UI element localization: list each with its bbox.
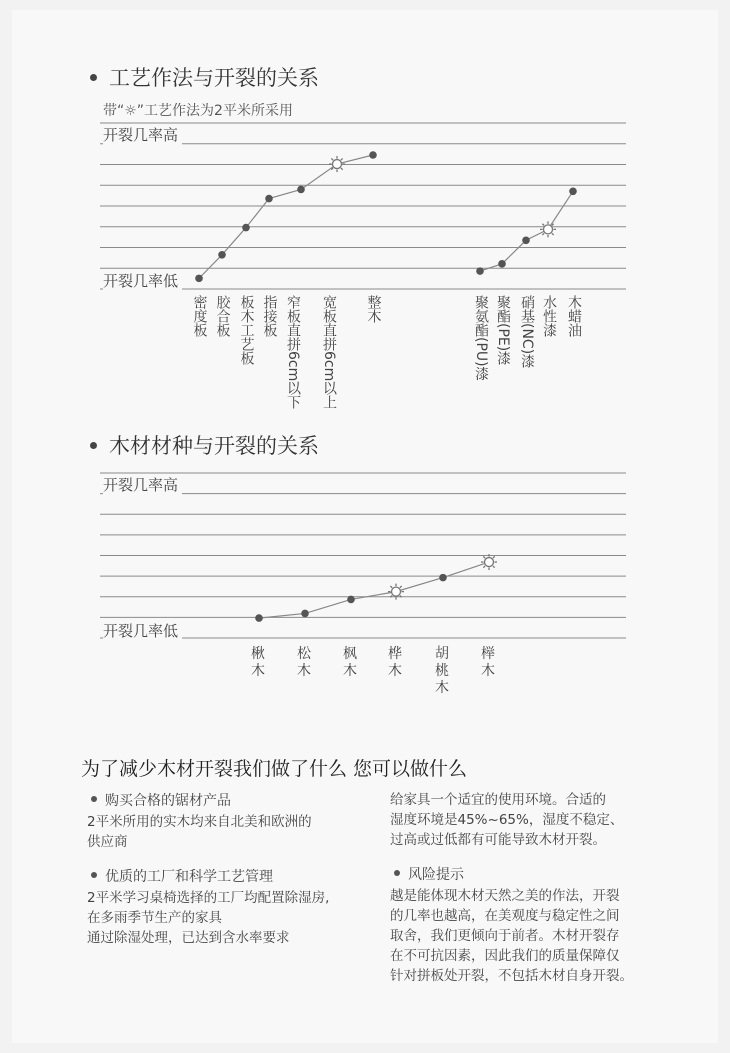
- chart1-finish-label-text: 聚氨酯(PU)漆: [473, 295, 489, 381]
- chart1-category-label-text: 胶合板: [214, 295, 231, 337]
- text-line: 在多雨季节生产的家具: [87, 910, 222, 926]
- sun-ray: [483, 566, 485, 568]
- advice-left-column: [87, 790, 387, 948]
- chart2-category-label: 松木: [297, 646, 311, 679]
- bullet-dot: [91, 872, 97, 878]
- chart1-low-label: 开裂几率低: [103, 270, 182, 291]
- advice-risk-body: [390, 886, 680, 986]
- chart2-category-label: 楸木: [251, 646, 265, 679]
- species-highlight-point: [481, 554, 497, 570]
- chart1-category-label-text: 密度板: [191, 295, 208, 337]
- sun-center: [485, 558, 494, 567]
- advice-left-head-1-text: 购买合格的锯材产品: [105, 793, 231, 809]
- chart2-category-label: 榉木: [481, 646, 495, 679]
- chart2-low-label: 开裂几率低: [103, 620, 182, 641]
- text-line: 通过除湿处理，已达到含水率要求: [87, 930, 290, 946]
- chart1-category-label-text: 6cm以上: [321, 351, 337, 410]
- text-line: 在不可抗因素，因此我们的质量保障仅: [390, 948, 620, 964]
- text-line: 给家具一个适宜的使用环境。合适的: [390, 792, 606, 808]
- chart1-finish-label-text: 聚酯(PE)漆: [495, 295, 511, 366]
- advice-title: 为了减少木材开裂我们做了什么 您可以做什么: [81, 758, 468, 780]
- chart1-category-label-text: 6cm以下: [285, 351, 301, 410]
- advice-right-column: [390, 790, 680, 986]
- section1-note: 带“☼”工艺作法为2平米所采用: [103, 103, 293, 119]
- sun-ray: [493, 556, 495, 558]
- bullet-dot: [394, 870, 400, 876]
- section1-title-text: 工艺作法与开裂的关系: [109, 66, 319, 90]
- advice-right-intro: [390, 790, 680, 850]
- advice-left-head-1: [91, 790, 387, 810]
- sun-ray: [400, 586, 402, 588]
- chart1-category-label-text: 宽板直拼: [321, 295, 337, 351]
- chart1-high-label: 开裂几率高: [103, 124, 182, 145]
- chart1-category-label-text: 整木: [365, 295, 382, 323]
- bullet-dot: [91, 796, 97, 802]
- species-line: [259, 562, 489, 618]
- chart2-category-label: 枫木: [343, 646, 357, 679]
- sun-ray: [493, 566, 495, 568]
- chart1-finish-label-text: 硝基(NC)漆: [519, 295, 535, 369]
- text-line: 2平米学习桌椅选择的工厂均配置除湿房,: [87, 890, 330, 906]
- chart1-category-label-text: 板木工艺板: [238, 295, 255, 365]
- text-line: 的几率也越高，在美观度与稳定性之间: [390, 908, 620, 924]
- species-point: [439, 574, 447, 582]
- chart2-category-label: 胡桃木: [435, 646, 449, 696]
- advice-left-body-1: [87, 812, 387, 852]
- chart1-category-label-text: 指接板: [261, 295, 278, 337]
- advice-risk-head: [394, 864, 680, 884]
- sun-ray: [483, 556, 485, 558]
- sun-center: [392, 587, 401, 596]
- section2-title-text: 木材材种与开裂的关系: [109, 434, 319, 458]
- text-line: 湿度环境是45%~65%，湿度不稳定、: [390, 812, 624, 828]
- advice-left-body-2: [87, 888, 387, 948]
- chart1-category-label-text: 窄板直拼: [285, 295, 301, 351]
- sun-ray: [390, 586, 392, 588]
- species-point: [255, 614, 263, 622]
- chart2-category-label: 桦木: [388, 646, 402, 679]
- species-point: [347, 596, 355, 604]
- chart1-finish-label-text: 水性漆: [541, 295, 557, 337]
- text-line: 针对拼板处开裂，不包括木材自身开裂。: [390, 968, 633, 984]
- text-line: 供应商: [87, 834, 128, 850]
- species-highlight-point: [388, 584, 404, 600]
- advice-risk-head-text: 风险提示: [408, 867, 464, 883]
- advice-left-head-2: [91, 866, 387, 886]
- text-line: 取舍，我们更倾向于前者。木材开裂存: [390, 928, 620, 944]
- text-line: 过高或过低都有可能导致木材开裂。: [390, 832, 606, 848]
- advice-left-head-2-text: 优质的工厂和科学工艺管理: [105, 869, 273, 885]
- chart1-finish-label-text: 木蜡油: [566, 295, 582, 337]
- text-line: 2平米所用的实木均来自北美和欧洲的: [87, 814, 312, 830]
- text-line: 越是能体现木材天然之美的作法，开裂: [390, 888, 620, 904]
- chart2-high-label: 开裂几率高: [103, 474, 182, 495]
- species-point: [301, 610, 309, 618]
